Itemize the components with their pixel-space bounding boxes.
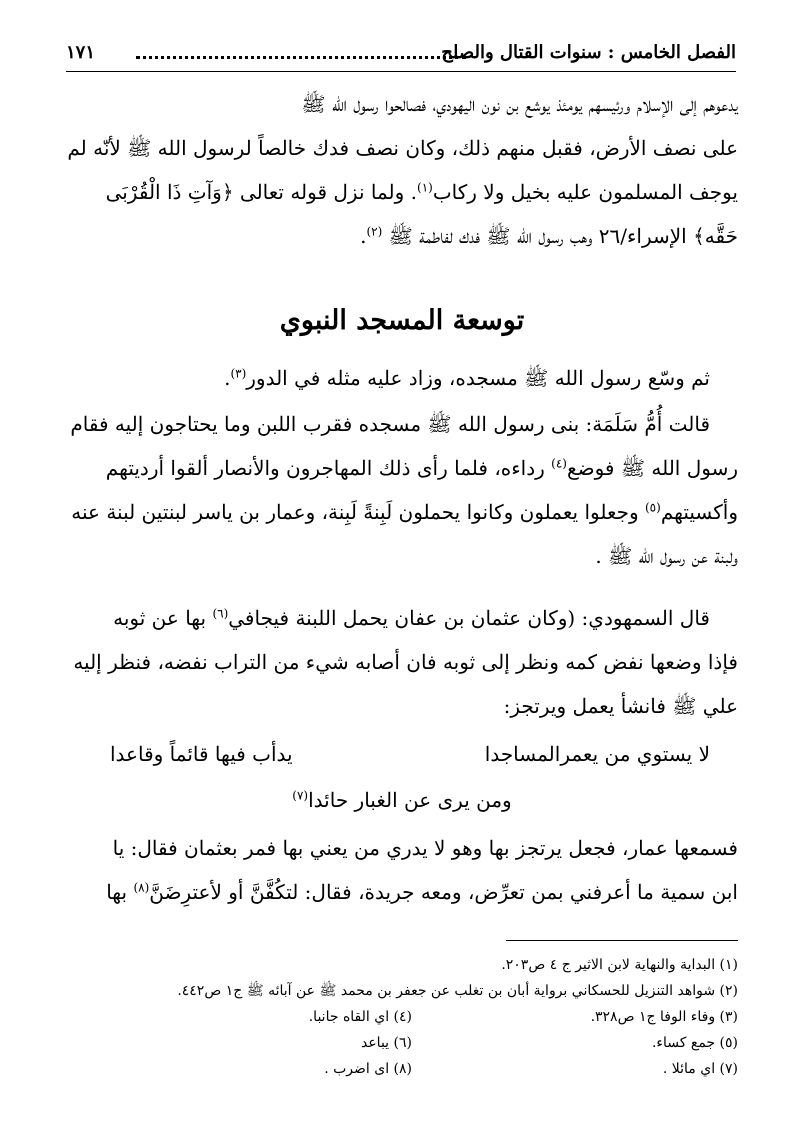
chapter-title: الفصل الخامس : سنوات القتال والصلح [441,42,736,63]
footnote-1: (١) البداية والنهاية لابن الاثير ج ٤ ص٢٠٣. [501,957,738,973]
footnote-2: (٢) شواهد التنزيل للحسكاني برواية أبان بن تغلب عن جعفر بن محمد ﷺ عن آبائه ﷺ ج١ ص٤٤٢. [177,983,738,999]
text-line: حَقَّه﴾ الإسراء/٢٦ وهب رسول الله ﷺ فدك لفاطمة ﷺ $^{(٢)}$. [360,224,738,248]
paragraph-fadak [66,82,738,258]
footnote-ref: (٢) [366,224,383,239]
footnote-3: (٣) وفاء الوفا ج١ ص٣٢٨. [590,1009,738,1025]
text-line: ثم وسّع رسول الله ﷺ مسجده، وزاد عليه مثله في الدور$^{(٣)}$. [224,366,710,390]
footnote-ref: (٧) [292,788,309,803]
text-line: ابن سمية ما أعرفني بمن تعرِّض، ومعه جريدة، فقال: لتكُفَّنَّ أو لأعترِضَنَّ$^{(٨)}$ بها [106,880,738,904]
footnote-5: (٥) جمع كساء. [651,1035,738,1051]
text-line: قالت أُمُّ سَلَمَة: بنى رسول الله ﷺ مسجده فقرب اللبن وما يحتاجون إليه فقام [70,412,710,436]
footnote-ref: (٣) [230,366,247,381]
running-header [66,36,736,70]
paragraph-ammar [66,826,738,914]
paragraph-umm-salama [66,402,738,578]
poem-verse [110,732,710,776]
footnote-ref: (١) [417,180,433,195]
poem-verse-line-2: ومن يرى عن الغبار حائدا$^{(٧)}$ [292,788,512,812]
text-line: فإذا وضعها نفض كمه ونظر إلى ثوبه فان أصابه شيء من التراب نفضه، فنظر إليه [73,650,738,674]
text-line: وأكسيتهم$^{(٥)}$ وجعلوا يعملون وكانوا يحملون لَبِنةً لَبِنة، وعمار بن ياسر لبنتين لبنة عنه [71,500,738,524]
header-rule [66,71,736,72]
footnote-4: (٤) اي القاه جانبا. [308,1009,412,1025]
footnote-8: (٨) اى اضرب . [324,1061,412,1077]
paragraph-samhudi [66,596,738,728]
text-line: يدعوهم إلى الإسلام ورئيسهم يومئذ يوشع بن نون اليهودي، فصالحوا رسول الله ﷺ [301,92,738,116]
text-line: رسول الله ﷺ فوضع$^{(٤)}$ رداءه، فلما رأى ذلك المهاجرون والأنصار ألقوا أرديتهم [105,456,738,480]
text-line: يوجف المسلمون عليه بخيل ولا ركاب$^{(١)}$. ولما نزل قوله تعالى ﴿وَآتِ ذَا الْقُرْبَى [105,180,738,204]
text-line: ولبنة عن رسول الله ﷺ . [595,544,738,568]
footnote-separator [506,940,738,941]
text-line: على نصف الأرض، فقبل منهم ذلك، وكان نصف فدك خالصاً لرسول الله ﷺ لأنّه لم [67,136,738,160]
verse-hemistich-1: لا يستوي من يعمرالمساجدا [484,742,710,766]
footnote-7: (٧) اي مائلا . [662,1061,738,1077]
page-number: ١٧١ [66,42,96,63]
footnote-ref: (٤) [551,456,567,471]
footnote-ref: (٨) [133,880,150,895]
text-line: قال السمهودي: (وكان عثمان بن عفان يحمل اللبنة فيجافي$^{(٦)}$ بها عن ثوبه [113,606,710,630]
footnote-ref: (٦) [212,606,229,621]
footnote-ref: (٥) [644,500,661,515]
text-line: فسمعها عمار، فجعل يرتجز بها وهو لا يدري من يعني بها فمر بعثمان فقال: يا [112,836,738,860]
text-line: علي ﷺ فانشأ يعمل ويرتجز: [503,694,738,718]
verse-hemistich-2: يدأب فيها قائماً وقاعدا [110,742,293,766]
footnote-6: (٦) يباعد [360,1035,412,1051]
header-dot-leader [136,56,466,59]
section-heading: توسعة المسجد النبوي [279,305,525,336]
paragraph-expansion [66,356,738,400]
